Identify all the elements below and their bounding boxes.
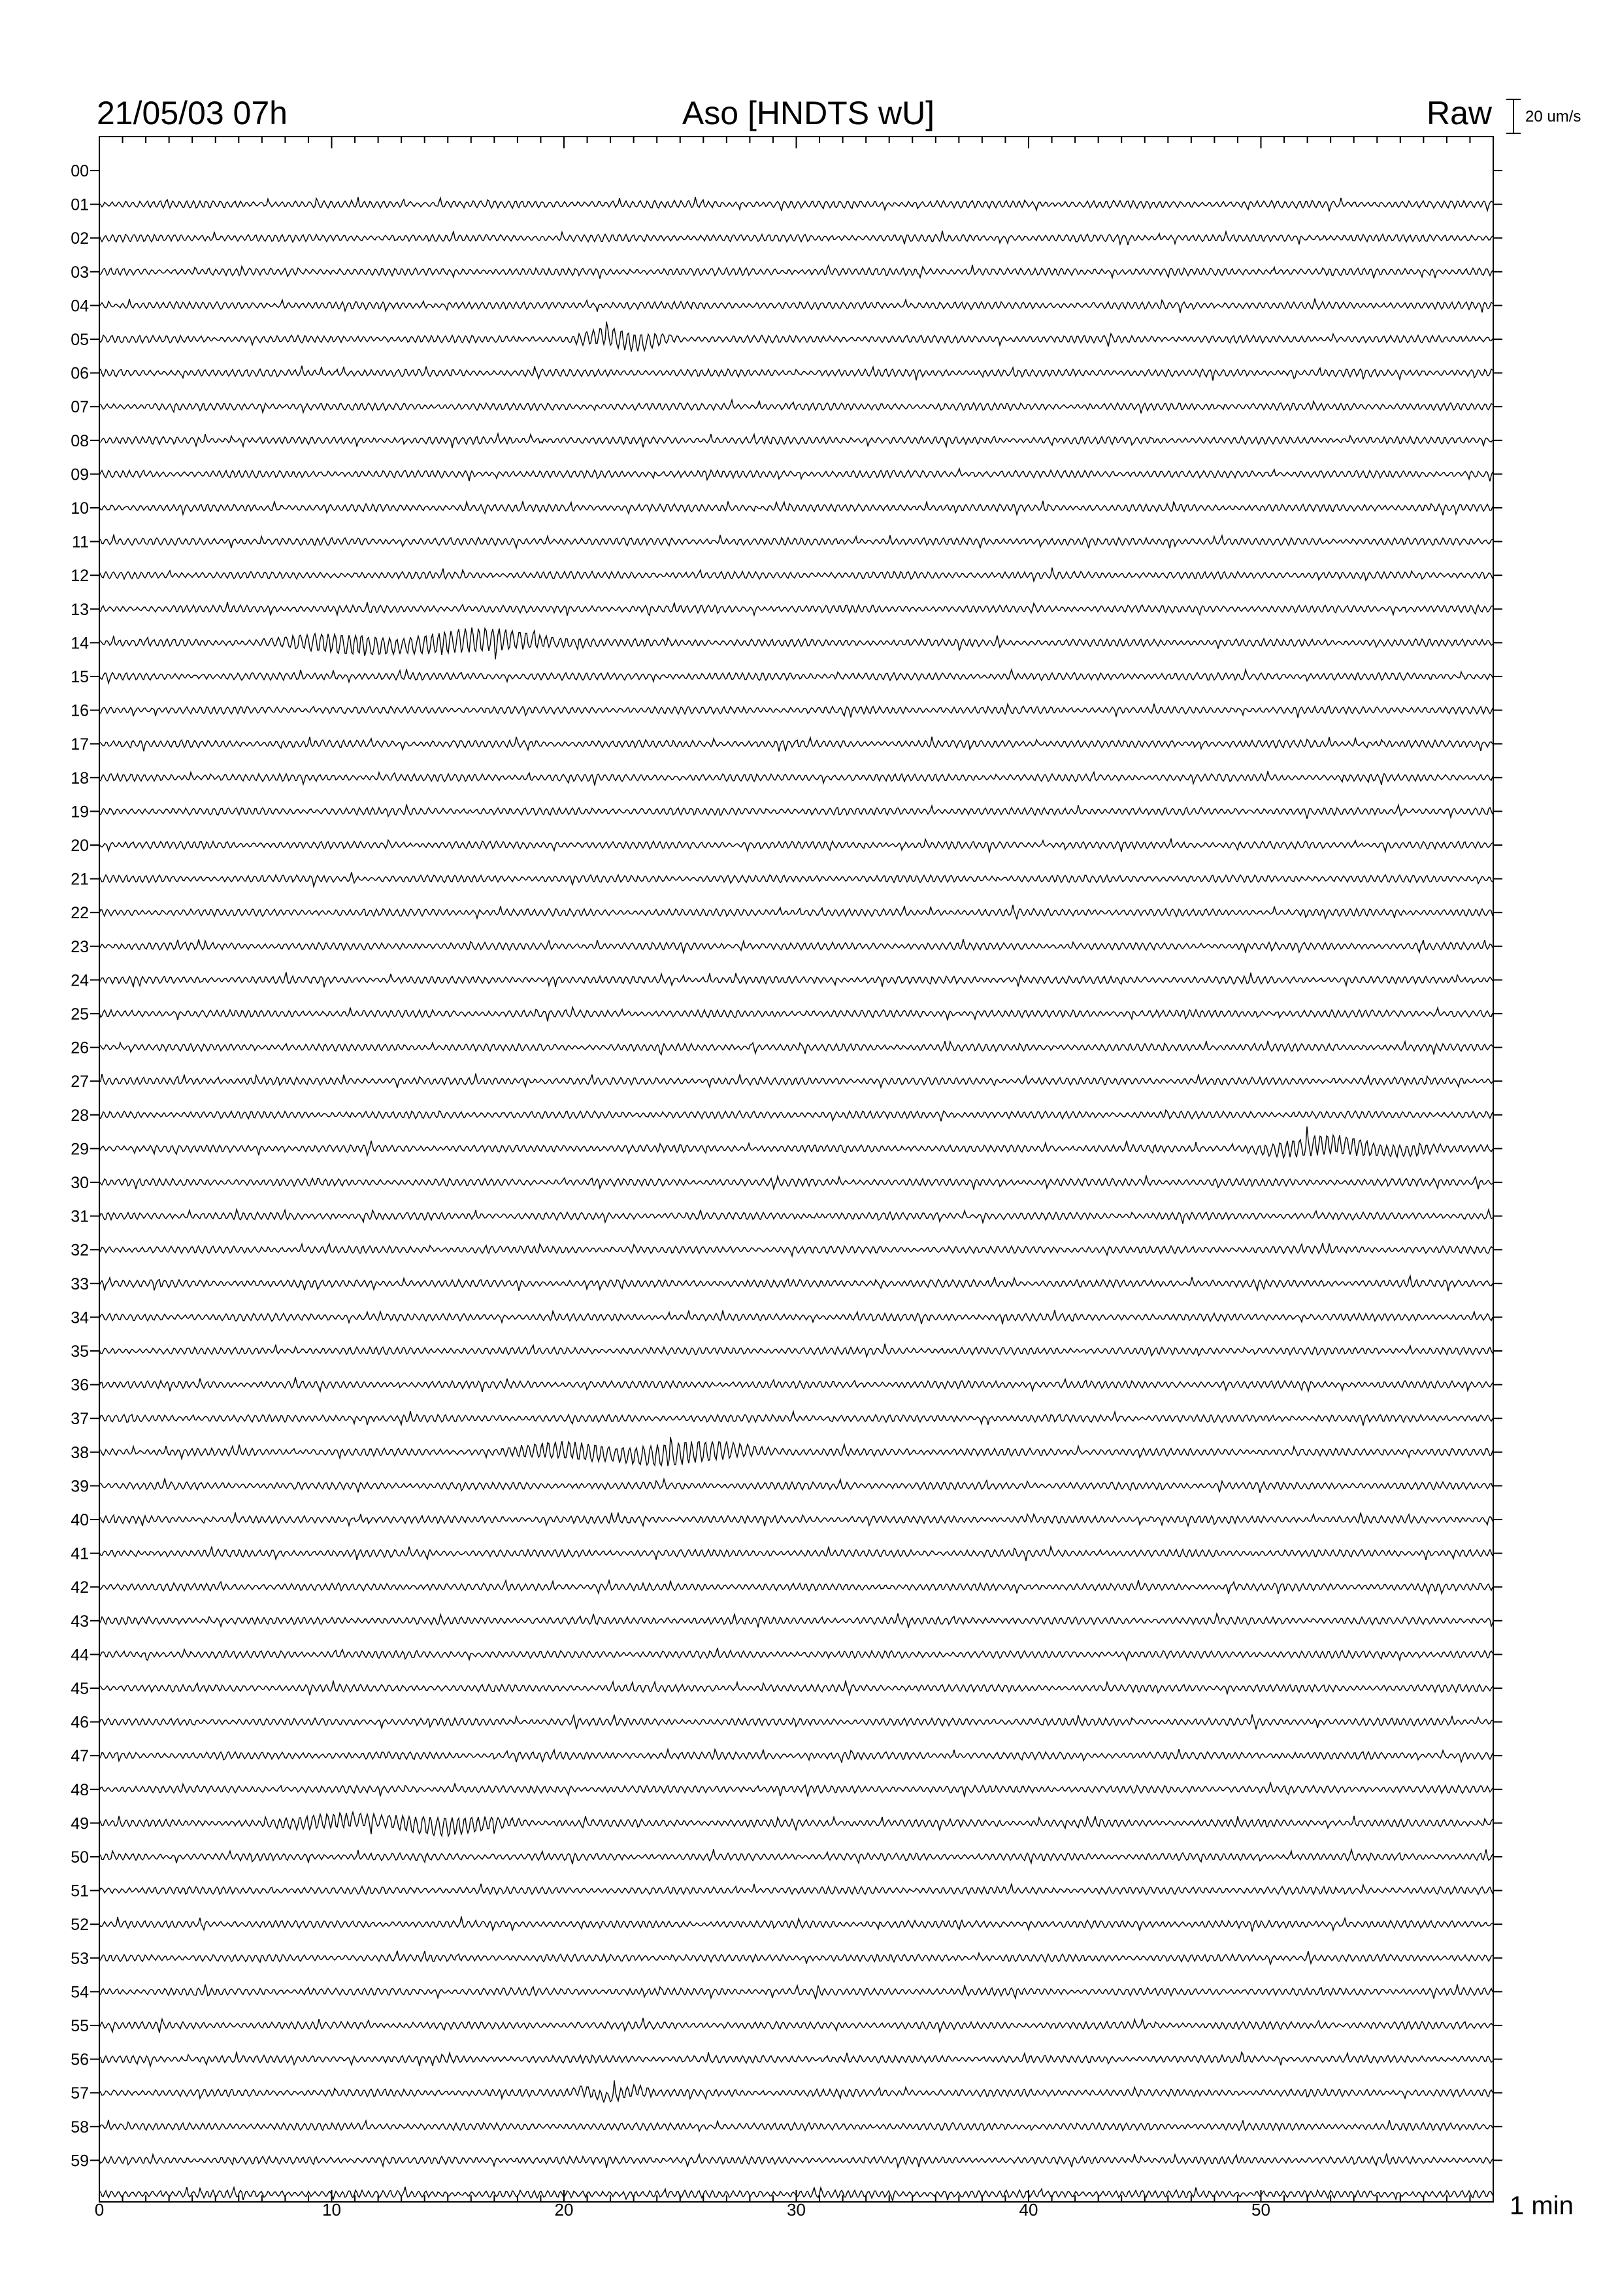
row-label-05: 05 — [71, 331, 89, 349]
row-label-13: 13 — [71, 600, 89, 619]
x-tick-label-50: 50 — [1251, 2200, 1270, 2220]
row-label-22: 22 — [71, 904, 89, 923]
trace-row-43 — [99, 1613, 1493, 1627]
row-label-35: 35 — [71, 1342, 89, 1361]
trace-row-53 — [99, 1951, 1493, 1965]
trace-row-29 — [99, 1127, 1493, 1158]
row-label-46: 46 — [71, 1713, 89, 1732]
trace-row-14 — [99, 627, 1493, 659]
row-label-11: 11 — [72, 533, 89, 552]
x-unit-label: 1 min — [1510, 2191, 1574, 2220]
trace-row-19 — [99, 805, 1493, 819]
station-title: Aso [HNDTS wU] — [682, 95, 935, 131]
row-label-27: 27 — [71, 1073, 89, 1091]
row-label-50: 50 — [71, 1848, 89, 1867]
row-label-51: 51 — [71, 1882, 89, 1901]
trace-row-18 — [99, 771, 1493, 786]
trace-row-01 — [99, 197, 1493, 211]
trace-row-46 — [99, 1714, 1493, 1729]
trace-row-51 — [99, 1884, 1493, 1895]
row-label-01: 01 — [71, 195, 89, 214]
trace-row-21 — [99, 872, 1493, 886]
row-labels — [71, 162, 89, 2170]
row-label-28: 28 — [71, 1106, 89, 1125]
row-label-03: 03 — [71, 263, 89, 282]
trace-row-15 — [99, 669, 1493, 684]
row-label-20: 20 — [71, 837, 89, 855]
row-label-30: 30 — [71, 1174, 89, 1192]
trace-row-31 — [99, 1209, 1493, 1223]
trace-row-10 — [99, 501, 1493, 515]
trace-row-09 — [99, 469, 1493, 481]
trace-row-03 — [99, 265, 1493, 278]
trace-row-50 — [99, 1849, 1493, 1864]
trace-row-52 — [99, 1916, 1493, 1931]
row-label-06: 06 — [71, 364, 89, 383]
trace-row-28 — [99, 1110, 1493, 1121]
row-label-56: 56 — [71, 2050, 89, 2069]
row-label-40: 40 — [71, 1511, 89, 1529]
row-ticks — [90, 171, 1502, 2160]
datetime-label: 21/05/03 07h — [97, 95, 288, 131]
trace-row-25 — [99, 1007, 1493, 1022]
trace-row-45 — [99, 1680, 1493, 1695]
x-tick-label-0: 0 — [94, 2200, 105, 2220]
traces — [99, 197, 1493, 2201]
row-label-32: 32 — [71, 1241, 89, 1260]
trace-row-40 — [99, 1512, 1493, 1526]
trace-row-27 — [99, 1074, 1493, 1088]
trace-row-05 — [99, 322, 1493, 352]
row-label-52: 52 — [71, 1916, 89, 1935]
trace-row-54 — [99, 1984, 1493, 1999]
x-tick-label-40: 40 — [1019, 2200, 1038, 2220]
row-label-58: 58 — [71, 2118, 89, 2137]
trace-row-12 — [99, 568, 1493, 582]
row-label-29: 29 — [71, 1140, 89, 1159]
row-label-16: 16 — [71, 701, 89, 720]
row-label-21: 21 — [71, 870, 89, 889]
trace-row-33 — [99, 1276, 1493, 1291]
row-label-10: 10 — [71, 499, 89, 518]
trace-row-58 — [99, 2120, 1493, 2131]
x-axis — [95, 137, 1493, 2220]
trace-row-17 — [99, 737, 1493, 752]
trace-row-34 — [99, 1310, 1493, 1324]
row-label-26: 26 — [71, 1039, 89, 1057]
row-label-08: 08 — [71, 431, 89, 450]
trace-row-07 — [99, 400, 1493, 414]
trace-row-49 — [99, 1812, 1493, 1837]
row-label-34: 34 — [71, 1308, 89, 1327]
row-label-54: 54 — [71, 1983, 89, 2002]
amplitude-scale-bar — [1506, 99, 1521, 133]
trace-row-35 — [99, 1344, 1493, 1357]
trace-row-16 — [99, 704, 1493, 718]
row-label-59: 59 — [71, 2152, 89, 2171]
row-label-14: 14 — [71, 634, 89, 653]
trace-row-47 — [99, 1749, 1493, 1763]
row-label-36: 36 — [71, 1376, 89, 1395]
row-label-23: 23 — [71, 937, 89, 956]
trace-row-22 — [99, 905, 1493, 920]
trace-row-32 — [99, 1243, 1493, 1256]
trace-row-30 — [99, 1175, 1493, 1190]
trace-row-36 — [99, 1377, 1493, 1392]
trace-row-39 — [99, 1478, 1493, 1493]
x-tick-label-10: 10 — [322, 2200, 341, 2220]
trace-row-42 — [99, 1580, 1493, 1595]
row-label-00: 00 — [71, 162, 89, 180]
row-label-45: 45 — [71, 1680, 89, 1698]
scale-bar-label: 20 um/s — [1525, 108, 1581, 125]
row-label-48: 48 — [71, 1780, 89, 1799]
row-label-12: 12 — [71, 567, 89, 586]
trace-row-24 — [99, 973, 1493, 988]
trace-row-57 — [99, 2080, 1493, 2102]
row-label-07: 07 — [71, 398, 89, 417]
row-label-25: 25 — [71, 1005, 89, 1023]
trace-row-13 — [99, 602, 1493, 616]
row-label-53: 53 — [71, 1949, 89, 1968]
row-label-19: 19 — [71, 803, 89, 822]
x-tick-label-20: 20 — [554, 2200, 574, 2220]
row-label-33: 33 — [71, 1274, 89, 1293]
trace-row-48 — [99, 1782, 1493, 1797]
trace-row-23 — [99, 939, 1493, 954]
row-label-41: 41 — [71, 1544, 89, 1563]
trace-row-41 — [99, 1546, 1493, 1561]
row-label-09: 09 — [71, 465, 89, 484]
trace-row-20 — [99, 839, 1493, 853]
trace-row-55 — [99, 2018, 1493, 2033]
trace-row-44 — [99, 1648, 1493, 1660]
row-label-43: 43 — [71, 1612, 89, 1631]
row-label-55: 55 — [71, 2017, 89, 2035]
row-label-17: 17 — [71, 735, 89, 754]
row-label-38: 38 — [71, 1443, 89, 1462]
trace-row-06 — [99, 366, 1493, 381]
row-label-31: 31 — [71, 1207, 89, 1226]
row-label-04: 04 — [71, 297, 89, 316]
row-label-44: 44 — [71, 1646, 89, 1665]
trace-row-59 — [99, 2154, 1493, 2168]
trace-row-11 — [99, 535, 1493, 548]
row-label-57: 57 — [71, 2084, 89, 2103]
row-label-24: 24 — [71, 971, 89, 990]
x-tick-label-30: 30 — [787, 2200, 806, 2220]
trace-row-56 — [99, 2052, 1493, 2066]
row-label-49: 49 — [71, 1814, 89, 1833]
row-label-18: 18 — [71, 769, 89, 788]
trace-row-02 — [99, 231, 1493, 245]
row-label-39: 39 — [71, 1477, 89, 1496]
trace-row-26 — [99, 1041, 1493, 1055]
row-label-47: 47 — [71, 1747, 89, 1766]
row-label-02: 02 — [71, 229, 89, 248]
trace-row-04 — [99, 299, 1493, 313]
trace-row-38 — [99, 1437, 1493, 1466]
row-label-37: 37 — [71, 1410, 89, 1429]
mode-label: Raw — [1426, 95, 1492, 131]
trace-row-08 — [99, 434, 1493, 448]
row-label-42: 42 — [71, 1578, 89, 1597]
row-label-15: 15 — [71, 668, 89, 686]
trace-row-37 — [99, 1411, 1493, 1425]
